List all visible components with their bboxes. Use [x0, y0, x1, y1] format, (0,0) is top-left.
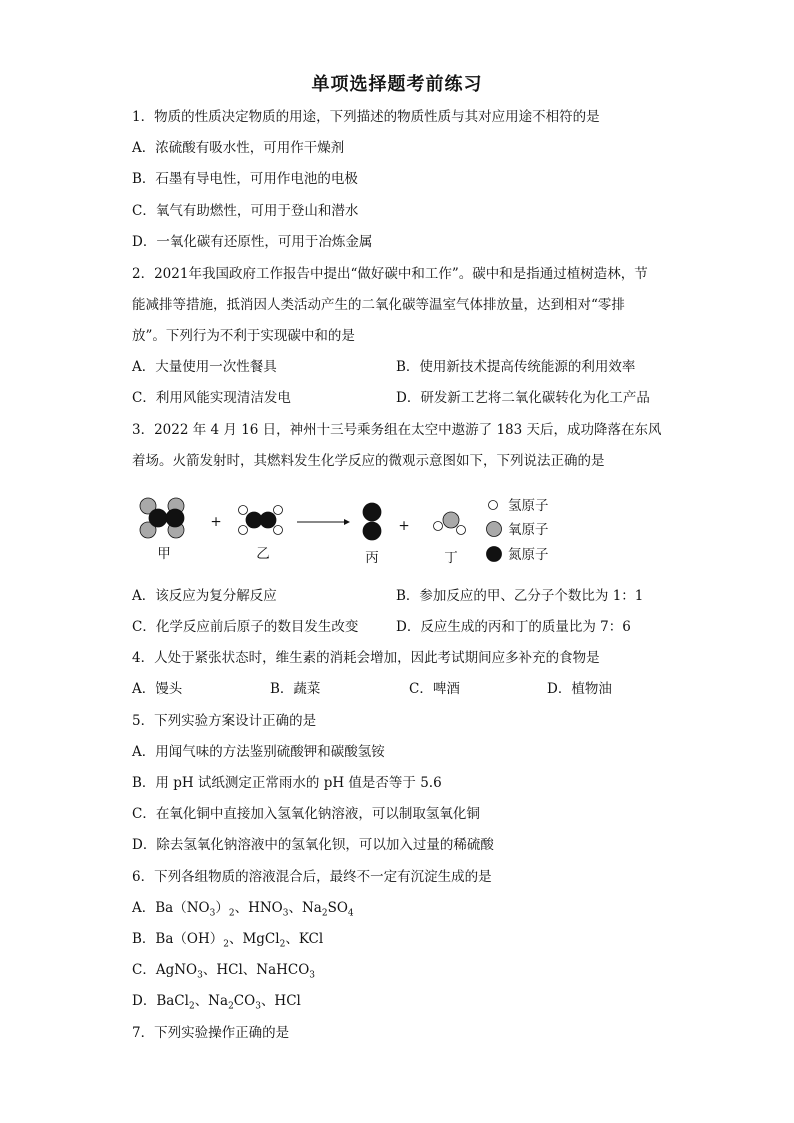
q5-option-d: D．除去氢氧化钠溶液中的氢氧化钡，可以加入过量的稀硫酸 — [132, 837, 494, 853]
legend-oxygen-swatch — [487, 522, 502, 537]
molecule-jia — [140, 498, 184, 538]
q1-option-c: C．氧气有助燃性，可用于登山和潜水 — [132, 203, 359, 219]
legend-oxygen: 氧原子 — [508, 522, 549, 538]
hydrogen-atom — [457, 526, 466, 535]
q2-stem-line3: 放”。下列行为不利于实现碳中和的是 — [132, 328, 355, 344]
plus-sign: + — [398, 518, 410, 534]
q5-option-c: C．在氧化铜中直接加入氢氧化钠溶液，可以制取氢氧化铜 — [132, 806, 480, 822]
q2-option-d: D．研发新工艺将二氧化碳转化为化工产品 — [396, 390, 650, 406]
q2-option-a: A．大量使用一次性餐具 — [132, 359, 277, 375]
q2-stem-line2: 能减排等措施，抵消因人类活动产生的二氧化碳等温室气体排放量，达到相对“零排 — [132, 297, 625, 313]
q4-stem: 4．人处于紧张状态时，维生素的消耗会增加，因此考试期间应多补充的食物是 — [132, 650, 600, 666]
q1-option-d: D．一氧化碳有还原性，可用于冶炼金属 — [132, 234, 373, 250]
label-yi: 乙 — [256, 546, 270, 562]
molecule-yi — [239, 506, 283, 535]
q1-option-b: B．石墨有导电性，可用作电池的电极 — [132, 171, 358, 187]
plus-sign: + — [210, 514, 222, 530]
label-ding: 丁 — [444, 550, 458, 566]
nitrogen-atom — [363, 503, 381, 521]
q6-option-a: A．$Ba(NO_3)_2$、$HNO_3$、$Na_2SO_4$ — [132, 900, 354, 919]
oxygen-atom — [443, 512, 459, 528]
label-jia: 甲 — [157, 546, 171, 562]
molecule-ding — [434, 512, 466, 535]
hydrogen-atom — [239, 526, 248, 535]
page-title: 单项选择题考前练习 — [311, 74, 483, 95]
label-bing: 丙 — [365, 550, 379, 566]
q1-option-a: A．浓硫酸有吸水性，可用作干燥剂 — [132, 140, 345, 156]
q6-option-d: D．BaCl$_2$、$Na_2CO_3$、HCl — [132, 993, 301, 1012]
nitrogen-atom — [149, 509, 167, 527]
molecule-bing — [363, 503, 381, 540]
q3-stem-line2: 着场。火箭发射时，其燃料发生化学反应的微观示意图如下，下列说法正确的是 — [132, 453, 605, 469]
legend-nitrogen-swatch — [487, 547, 502, 562]
nitrogen-atom — [166, 509, 184, 527]
hydrogen-atom — [274, 526, 283, 535]
reaction-diagram — [130, 490, 570, 572]
reaction-arrow — [297, 519, 350, 525]
q5-stem: 5．下列实验方案设计正确的是 — [132, 713, 317, 729]
nitrogen-atom — [260, 512, 276, 528]
q3-option-a: A．该反应为复分解反应 — [132, 588, 277, 604]
q6-option-b: B．$Ba(OH)_2$、MgCl$_2$、KCl — [132, 931, 324, 950]
hydrogen-atom — [239, 506, 248, 515]
legend-hydrogen: 氢原子 — [508, 498, 549, 514]
q4-option-d: D．植物油 — [547, 681, 612, 697]
q4-option-c: C．啤酒 — [409, 681, 460, 697]
q6-stem: 6．下列各组物质的溶液混合后，最终不一定有沉淀生成的是 — [132, 869, 492, 885]
q3-option-b: B．参加反应的甲、乙分子个数比为 1：1 — [396, 588, 644, 604]
q3-option-c: C．化学反应前后原子的数目发生改变 — [132, 619, 359, 635]
q6-option-c: C．AgNO$_3$、HCl、NaHCO$_3$ — [132, 962, 316, 981]
hydrogen-atom — [434, 522, 443, 531]
q3-stem-line1: 3．2022 年 4 月 16 日，神州十三号乘务组在太空中遨游了 183 天后，成功降落在东风 — [132, 422, 662, 438]
q2-option-b: B．使用新技术提高传统能源的利用效率 — [396, 359, 636, 375]
hydrogen-atom — [274, 506, 283, 515]
q4-option-a: A．馒头 — [132, 681, 183, 697]
q2-option-c: C．利用风能实现清洁发电 — [132, 390, 291, 406]
q4-option-b: B．蔬菜 — [270, 681, 321, 697]
q7-stem: 7．下列实验操作正确的是 — [132, 1025, 290, 1041]
q2-stem-line1: 2．2021年我国政府工作报告中提出“做好碳中和工作”。碳中和是指通过植树造林，节 — [132, 266, 648, 282]
q3-option-d: D．反应生成的丙和丁的质量比为 7：6 — [396, 619, 631, 635]
legend — [487, 498, 549, 563]
legend-nitrogen: 氮原子 — [508, 547, 549, 563]
nitrogen-atom — [363, 522, 381, 540]
q1-stem: 1．物质的性质决定物质的用途，下列描述的物质性质与其对应用途不相符的是 — [132, 109, 600, 125]
legend-hydrogen-swatch — [489, 501, 498, 510]
q5-option-a: A．用闻气味的方法鉴别硫酸钾和碳酸氢铵 — [132, 744, 385, 760]
q5-option-b: B．用 pH 试纸测定正常雨水的 pH 值是否等于 5.6 — [132, 775, 442, 791]
